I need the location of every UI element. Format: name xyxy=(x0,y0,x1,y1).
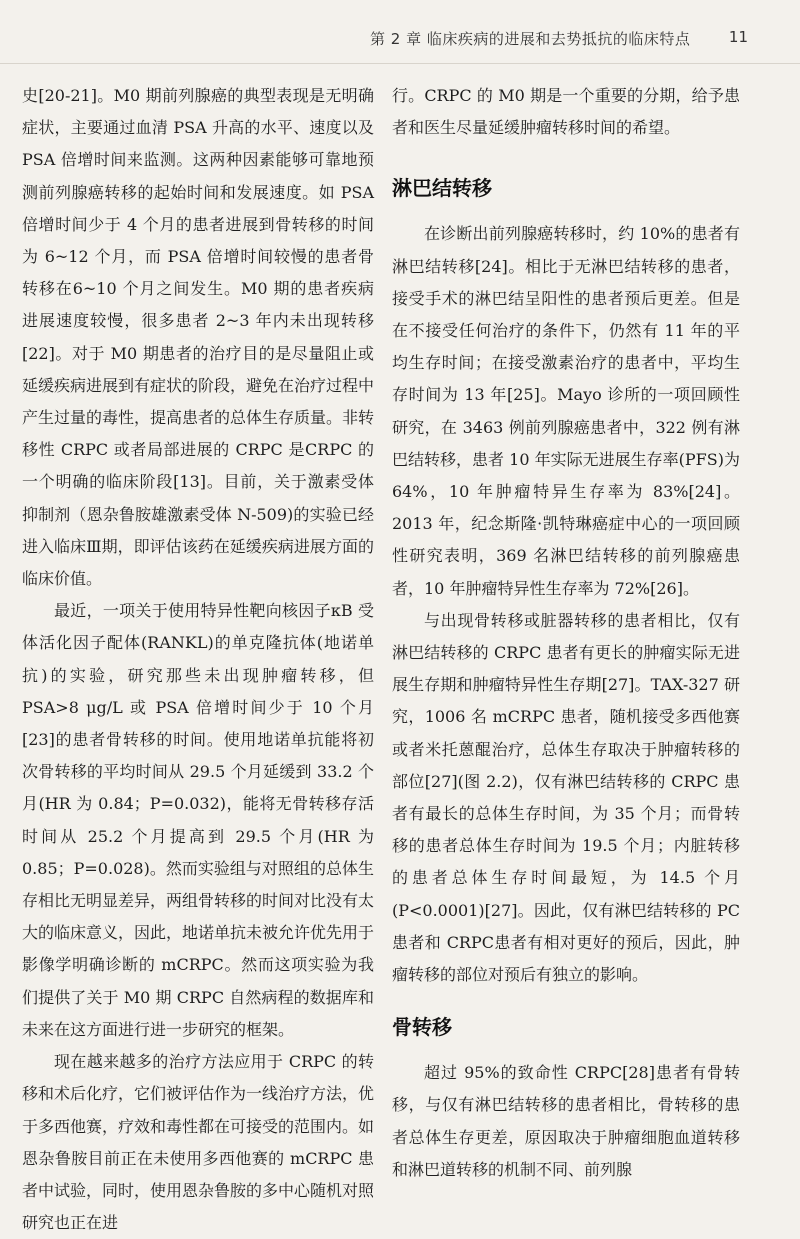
paragraph: 史[20-21]。M0 期前列腺癌的典型表现是无明确症状，主要通过血清 PSA 升高的水平、速度以及 PSA 倍增时间来监测。这两种因素能够可靠地预测前列腺癌转移的起始时间和发展速度。如 PSA 倍增时间少于 4 个月的患者进展到骨转移的时间为 6~12 个月，而 PSA 倍增时间较慢的患者骨转移在6~10 个月之间发生。M0 期的患者疾病进展速度较慢，很多患者 2~3 年内未出现转移[22]。对于 M0 期患者的治疗目的是尽量阻止或延缓疾病进展到有症状的阶段，避免在治疗过程中产生过量的毒性，提高患者的总体生存质量。非转移性 CRPC 或者局部进展的 CRPC 是CRPC 的一个明确的临床阶段[13]。目前，关于激素受体抑制剂（恩杂鲁胺雄激素受体 N-509)的实验已经进入临床Ⅲ期，即评估该药在延缓疾病进展方面的临床价值。 xyxy=(22,86,375,589)
running-header xyxy=(0,0,800,64)
paragraph: 行。CRPC 的 M0 期是一个重要的分期，给予患者和医生尽量延缓肿瘤转移时间的希望。 xyxy=(392,86,740,138)
right-column xyxy=(392,80,740,1186)
page-number: 11 xyxy=(728,28,748,46)
section-heading-bone: 骨转移 xyxy=(392,1015,452,1040)
paragraph: 最近，一项关于使用特异性靶向核因子κB 受体活化因子配体(RANKL)的单克隆抗体(地诺单抗)的实验，研究那些未出现肿瘤转移，但 PSA>8 μg/L 或 PSA 倍增时间少于 10 个月[23]的患者骨转移的时间。使用地诺单抗能将初次骨转移的平均时间从 29.5 个月延缓到 33.2 个月(HR 为 0.84；P=0.032)，能将无骨转移存活时间从 25.2 个月提高到 29.5 个月(HR 为 0.85；P=0.028)。然而实验组与对照组的总体生存相比无明显差异，两组骨转移的时间对比没有太大的临床意义，因此，地诺单抗未被允许优先用于影像学明确诊断的 mCRPC。然而这项实验为我们提供了关于 M0 期 CRPC 自然病程的数据库和未来在这方面进行进一步研究的框架。 xyxy=(22,601,375,1039)
paragraph: 超过 95%的致命性 CRPC[28]患者有骨转移，与仅有淋巴结转移的患者相比，骨转移的患者总体生存更差，原因取决于肿瘤细胞血道转移和淋巴道转移的机制不同、前列腺 xyxy=(392,1063,740,1179)
paragraph: 与出现骨转移或脏器转移的患者相比，仅有淋巴结转移的 CRPC 患者有更长的肿瘤实际无进展生存期和肿瘤特异性生存期[27]。TAX-327 研究，1006 名 mCRPC 患者，随机接受多西他赛或者米托蒽醌治疗，总体生存取决于肿瘤转移的部位[27](图 2.2)，仅有淋巴结转移的 CRPC 患者有最长的总体生存时间，为 35 个月；而骨转移的患者总体生存时间为 19.5 个月；内脏转移的患者总体生存时间最短，为 14.5 个月(P<0.0001)[27]。因此，仅有淋巴结转移的 PC 患者和 CRPC患者有相对更好的预后，因此，肿瘤转移的部位对预后有独立的影响。 xyxy=(392,610,740,985)
paragraph: 在诊断出前列腺癌转移时，约 10%的患者有淋巴结转移[24]。相比于无淋巴结转移的患者，接受手术的淋巴结呈阳性的患者预后更差。但是在不接受任何治疗的条件下，仍然有 11 年的平均生存时间；在接受激素治疗的患者中，平均生存时间为 13 年[25]。Mayo 诊所的一项回顾性研究，在 3463 例前列腺癌患者中，322 例有淋巴结转移，患者 10 年实际无进展生存率(PFS)为 64%，10 年肿瘤特异生存率为 83%[24]。2013 年，纪念斯隆·凯特琳癌症中心的一项回顾性研究表明，369 名淋巴结转移的前列腺癌患者，10 年肿瘤特异性生存率为 72%[26]。 xyxy=(392,224,740,598)
section-heading-lymph-node: 淋巴结转移 xyxy=(392,176,492,201)
left-column xyxy=(22,80,374,1239)
chapter-title: 第 2 章 临床疾病的进展和去势抵抗的临床特点 xyxy=(370,30,691,48)
paragraph: 现在越来越多的治疗方法应用于 CRPC 的转移和术后化疗，它们被评估作为一线治疗方法，优于多西他赛，疗效和毒性都在可接受的范围内。如恩杂鲁胺目前正在未使用多西他赛的 mCRPC 患者中试验，同时，使用恩杂鲁胺的多中心随机对照研究也正在进 xyxy=(22,1052,375,1233)
